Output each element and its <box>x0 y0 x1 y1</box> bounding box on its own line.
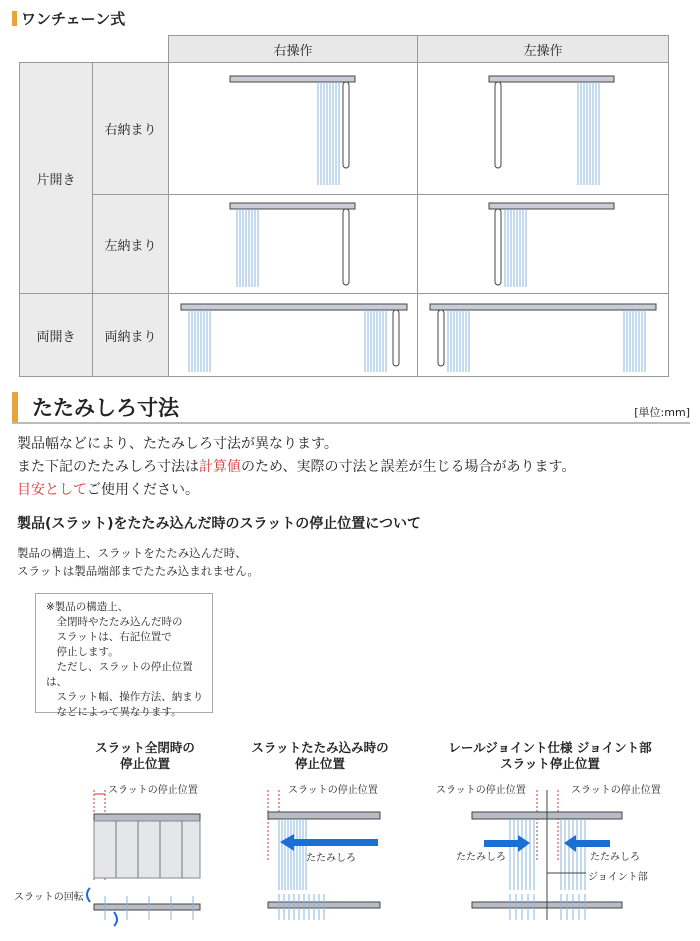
highlight-calculated: 計算値 <box>199 459 241 475</box>
cell-left-op-left-stack <box>418 195 669 294</box>
row-group-ryobiraki: 両開き <box>20 294 93 377</box>
row-label-both-stack: 両納まり <box>93 294 169 377</box>
diagram-3-fold-left: たたみしろ <box>456 852 506 863</box>
header-left-operation: 左操作 <box>418 36 669 63</box>
note-line: スラットは、右記位置で <box>46 631 172 643</box>
subheading-stop-position: 製品(スラット)をたたみ込んだ時のスラットの停止位置について <box>17 516 421 532</box>
operation-table <box>19 35 669 377</box>
section-title-text: ワンチェーン式 <box>21 10 126 28</box>
section-title-text: たたみしろ寸法 <box>32 396 179 420</box>
section-title-tatamishiro <box>12 392 179 422</box>
note-line: スラット幅、操作方法、納まり <box>46 691 204 703</box>
section-title-one-chain <box>12 8 125 29</box>
diagram-3-fold-right: たたみしろ <box>590 852 640 863</box>
highlight-guideline: 目安として <box>17 482 87 498</box>
small-text-1: 製品の構造上、スラットをたたみ込んだ時、 <box>17 546 247 560</box>
row-group-katabiraki: 片開き <box>20 63 93 294</box>
paragraph-line-3: 目安としてご使用ください。 <box>17 482 199 498</box>
diagram-2-fold-label: たたみしろ <box>306 853 356 864</box>
diagram-2-graphic <box>260 790 390 941</box>
cell-left-op-both-stack <box>418 294 669 377</box>
title-underline <box>12 422 690 424</box>
paragraph-line-2: また下記のたたみしろ寸法は計算値のため、実際の寸法と誤差が生じる場合があります。 <box>17 459 576 475</box>
cell-right-op-right-stack <box>169 63 418 195</box>
note-line: 全閉時やたたみ込んだ時の <box>46 616 183 628</box>
table-corner <box>20 36 169 63</box>
diagram-3-title: レールジョイント仕様 ジョイント部 スラット停止位置 <box>448 740 652 771</box>
diagram-2-title: スラットたたみ込み時の 停止位置 <box>251 740 389 771</box>
blind-diagram <box>169 294 418 376</box>
title-accent-bar <box>12 392 18 422</box>
diagram-2-stop-label: スラットの停止位置 <box>288 785 378 796</box>
blind-diagram <box>418 195 669 293</box>
paragraph-line-1: 製品幅などにより、たたみしろ寸法が異なります。 <box>17 436 338 452</box>
diagram-3-stop-label-right: スラットの停止位置 <box>571 785 661 796</box>
note-box <box>35 593 213 718</box>
note-line: などによって異なります。 <box>46 706 182 718</box>
unit-label: [単位:mm] <box>634 406 690 419</box>
cell-left-op-right-stack <box>418 63 669 195</box>
diagram-1-rotate-label: スラットの回転 <box>14 892 84 903</box>
cell-right-op-left-stack <box>169 195 418 294</box>
title-accent-bar <box>12 11 17 26</box>
diagram-1-stop-label: スラットの停止位置 <box>108 785 198 796</box>
diagram-3-stop-label-left: スラットの停止位置 <box>436 785 526 796</box>
blind-diagram <box>418 63 669 194</box>
row-label-right-stack: 右納まり <box>93 63 169 195</box>
blind-diagram <box>418 294 669 376</box>
note-line: ※製品の構造上、 <box>46 601 129 613</box>
diagram-1-title: スラット全閉時の 停止位置 <box>95 740 195 771</box>
header-right-operation: 右操作 <box>169 36 418 63</box>
small-text-2: スラットは製品端部までたたみ込まれません。 <box>17 564 259 578</box>
note-line: ただし、スラットの停止位置は、 <box>46 661 193 688</box>
diagram-3-joint-label: ジョイント部 <box>588 872 648 883</box>
blind-diagram <box>169 195 418 293</box>
note-line: 停止します。 <box>46 646 119 658</box>
blind-diagram <box>169 63 418 194</box>
diagram-3-graphic <box>440 790 670 941</box>
diagram-1-graphic <box>60 790 210 941</box>
row-label-left-stack: 左納まり <box>93 195 169 294</box>
cell-right-op-both-stack <box>169 294 418 377</box>
